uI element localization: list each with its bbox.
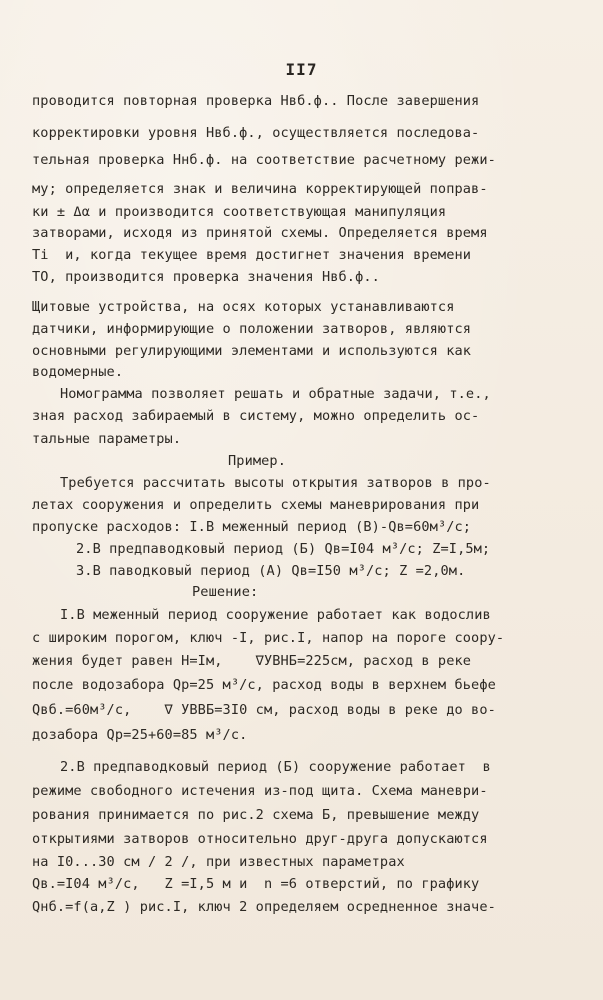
text-line: 2.В предпаводковый период (Б) Qв=I04 м³/с; Z=I,5м; [76, 541, 491, 557]
text-line: проводится повторная проверка Hвб.ф.. После завершения [32, 93, 480, 109]
page-number: II7 [285, 60, 318, 79]
text-line: основными регулирующими элементами и используются как [32, 343, 472, 359]
text-line: 2.В предпаводковый период (Б) сооружение работает в [60, 759, 491, 775]
text-line: водомерные. [32, 364, 124, 380]
text-line: рования принимается по рис.2 схема Б, превышение между [32, 807, 480, 823]
text-line: корректировки уровня Hвб.ф., осуществляется последова- [32, 125, 480, 141]
text-line: тальные параметры. [32, 431, 182, 447]
text-line: Номограмма позволяет решать и обратные задачи, т.е., [60, 386, 491, 402]
text-line: Qвб.=60м³/с, ∇ УВВБ=3I0 см, расход воды в реке до во- [32, 702, 496, 718]
text-line: зная расход забираемый в систему, можно определить ос- [32, 408, 480, 424]
text-line: жения будет равен H=Iм, ∇УВНБ=225см, расход в реке [32, 653, 472, 669]
text-line: I.В меженный период сооружение работает как водослив [60, 607, 491, 623]
text-line: Ti и, когда текущее время достигнет значения времени [32, 247, 472, 263]
solution-heading: Решение: [192, 584, 259, 600]
text-line: тельная проверка Hнб.ф. на соответствие расчетному режи- [32, 152, 496, 168]
text-line: ки ± Δα и производится соответствующая манипуляция [32, 204, 447, 220]
text-line: му; определяется знак и величина корректирующей поправ- [32, 181, 488, 197]
text-line: дозабора Qр=25+60=85 м³/с. [32, 727, 248, 743]
text-line: режиме свободного истечения из-под щита. Схема маневри- [32, 783, 488, 799]
text-line: Qв.=I04 м³/с, Z =I,5 м и n =6 отверстий, по графику [32, 876, 480, 892]
text-line: Требуется рассчитать высоты открытия затворов в про- [60, 475, 491, 491]
text-line: TO, производится проверка значения Hвб.ф.. [32, 269, 380, 285]
text-line: Qнб.=f(a,Z ) рис.I, ключ 2 определяем осредненное значе- [32, 899, 496, 915]
text-line: 3.В паводковый период (А) Qв=I50 м³/с; Z =2,0м. [76, 563, 466, 579]
text-line: Щитовые устройства, на осях которых устанавливаются [32, 299, 455, 315]
text-line: с широким порогом, ключ -I, рис.I, напор на пороге соору- [32, 630, 505, 646]
example-heading: Пример. [228, 453, 286, 469]
text-line: открытиями затворов относительно друг-друга допускаются [32, 831, 488, 847]
text-line: затворами, исходя из принятой схемы. Определяется время [32, 225, 488, 241]
text-line: датчики, информирующие о положении затворов, являются [32, 321, 472, 337]
text-line: на I0...30 см / 2 /, при известных параметрах [32, 854, 405, 870]
text-line: пропуске расходов: I.В меженный период (В)-Qв=60м³/с; [32, 519, 472, 535]
text-line: летах сооружения и определить схемы маневрирования при [32, 497, 480, 513]
text-line: после водозабора Qр=25 м³/с, расход воды в верхнем бьефе [32, 677, 496, 693]
